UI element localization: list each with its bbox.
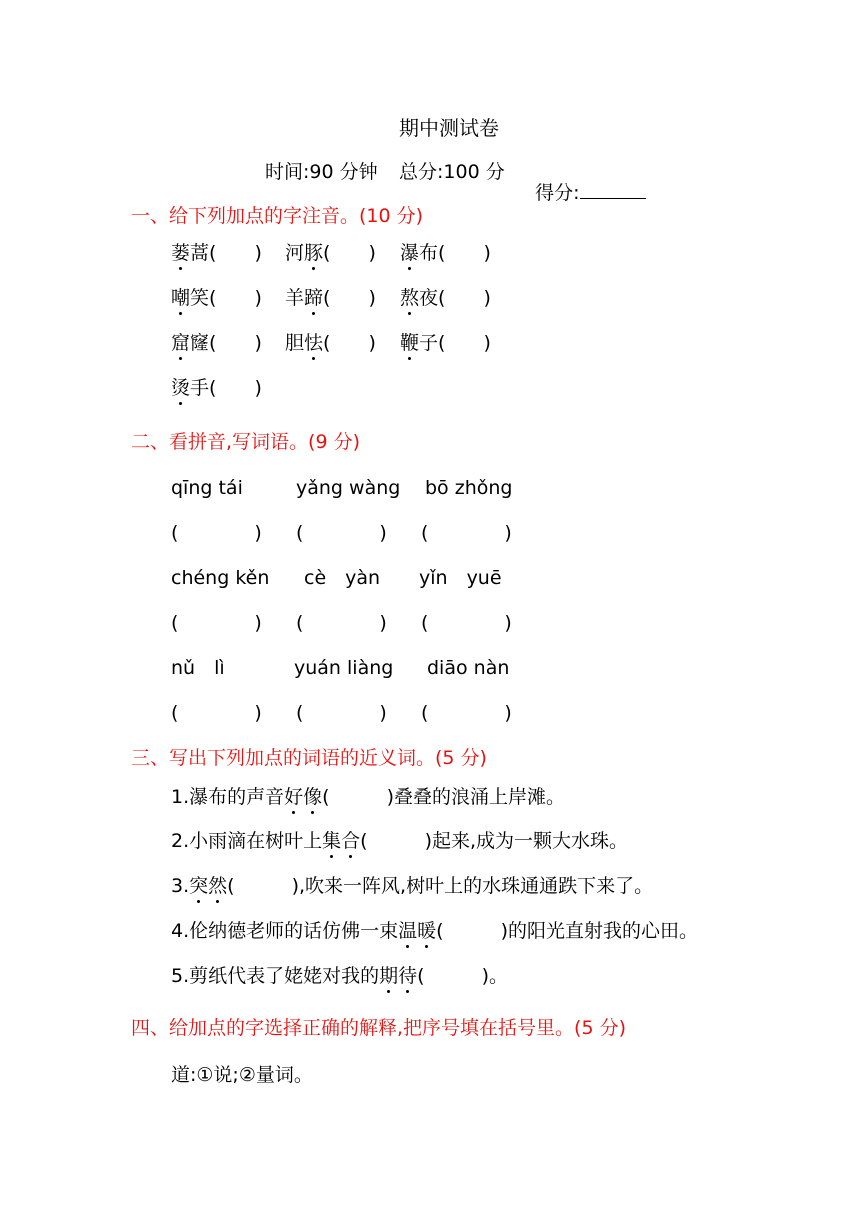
section-4-heading: 四、给加点的字选择正确的解释,把序号填在括号里。(5 分) [131,1017,626,1039]
word-item [285,334,376,353]
sentence-prefix: 1.瀑布的声音 [171,786,285,808]
answer-blank[interactable]: ( ) [171,612,262,634]
dotted-char: 蒌 [171,242,191,264]
answer-blank[interactable]: ( ) [438,287,491,309]
dotted-char: 期 [379,965,399,987]
sentence-suffix: ( )。 [417,965,508,987]
section-4-line: 道:①说;②量词。 [171,1064,313,1086]
pinyin-label: diāo nàn [427,657,510,679]
sentence-item [171,832,628,851]
sentence-item [171,922,698,941]
sentence-prefix: 4.伦纳德老师的话仿佛一束 [171,920,399,942]
answer-blank[interactable]: ( ) [209,287,262,309]
answer-blank[interactable]: ( ) [323,287,376,309]
answer-blank[interactable]: ( ) [438,242,491,264]
dotted-word [284,786,322,808]
dotted-char: 然 [208,875,228,897]
pinyin-label: qīng tái [171,477,243,499]
word-item [171,334,262,353]
answer-blank[interactable]: ( ) [296,702,387,724]
word-item [285,244,376,263]
dotted-char: 合 [341,830,361,852]
answer-blank[interactable]: ( ) [209,332,262,354]
dotted-word [322,830,360,852]
dotted-char: 怯 [304,332,324,354]
dotted-char: 瀑 [400,242,420,264]
pinyin-label: cè yàn [304,567,381,589]
sentence-suffix: ( ),吹来一阵风,树叶上的水珠通通跌下来了。 [227,875,654,897]
word-suffix: 手 [190,377,210,399]
word-item [400,334,491,353]
sentence-prefix: 3. [171,875,190,897]
answer-blank[interactable]: ( ) [323,242,376,264]
sentence-prefix: 5.剪纸代表了姥姥对我的 [171,965,380,987]
word-prefix: 河 [285,242,305,264]
word-suffix: 窿 [190,332,210,354]
answer-blank[interactable]: ( ) [296,612,387,634]
answer-blank[interactable]: ( ) [209,242,262,264]
dotted-char: 窟 [171,332,191,354]
answer-blank[interactable]: ( ) [171,522,262,544]
word-item [285,289,376,308]
pinyin-label: yǐn yuē [419,567,502,589]
dotted-char: 像 [303,786,323,808]
sentence-item [171,877,653,896]
total-score-label: 总分:100 分 [399,161,505,183]
dotted-word [398,920,436,942]
pinyin-label: yuán liàng [294,657,394,679]
sentence-suffix: ( )起来,成为一颗大水珠。 [360,830,629,852]
dotted-char: 暖 [417,920,437,942]
pinyin-label: bō zhǒng [425,477,513,499]
sentence-prefix: 2.小雨滴在树叶上 [171,830,323,852]
word-item [400,289,491,308]
pinyin-label: nǔ lì [171,657,225,679]
dotted-char: 温 [398,920,418,942]
score-label: 得分: [535,182,580,204]
dotted-word [189,875,227,897]
dotted-char: 嘲 [171,287,191,309]
dotted-char: 好 [284,786,304,808]
dotted-char: 熬 [400,287,420,309]
word-prefix: 羊 [285,287,305,309]
answer-blank[interactable]: ( ) [171,702,262,724]
sentence-item [171,788,565,807]
dotted-word [379,965,417,987]
score-field[interactable] [523,163,646,203]
dotted-char: 蹄 [304,287,324,309]
section-3-heading: 三、写出下列加点的词语的近义词。(5 分) [131,747,487,769]
section-1-heading: 一、给下列加点的字注音。(10 分) [131,205,424,227]
word-item [400,244,491,263]
word-prefix: 胆 [285,332,305,354]
word-item [171,379,262,398]
answer-blank[interactable]: ( ) [323,332,376,354]
dotted-char: 豚 [304,242,324,264]
sentence-suffix: ( )叠叠的浪涌上岸滩。 [322,786,565,808]
dotted-char: 突 [189,875,209,897]
time-label: 时间:90 分钟 [265,161,378,183]
word-suffix: 布 [419,242,439,264]
word-item [171,289,262,308]
answer-blank[interactable]: ( ) [209,377,262,399]
page-title: 期中测试卷 [399,116,499,140]
word-item [171,244,262,263]
pinyin-label: yǎng wàng [296,477,401,499]
dotted-char: 鞭 [400,332,420,354]
sentence-item [171,967,508,986]
pinyin-label: chéng kěn [171,567,270,589]
score-blank[interactable] [580,182,646,199]
sentence-suffix: ( )的阳光直射我的心田。 [436,920,698,942]
dotted-char: 待 [398,965,418,987]
answer-blank[interactable]: ( ) [421,702,512,724]
answer-blank[interactable]: ( ) [296,522,387,544]
answer-blank[interactable]: ( ) [421,522,512,544]
word-suffix: 子 [419,332,439,354]
word-suffix: 蒿 [190,242,210,264]
answer-blank[interactable]: ( ) [421,612,512,634]
word-suffix: 夜 [419,287,439,309]
word-suffix: 笑 [190,287,210,309]
answer-blank[interactable]: ( ) [438,332,491,354]
dotted-char: 集 [322,830,342,852]
dotted-char: 烫 [171,377,191,399]
section-2-heading: 二、看拼音,写词语。(9 分) [131,431,360,453]
